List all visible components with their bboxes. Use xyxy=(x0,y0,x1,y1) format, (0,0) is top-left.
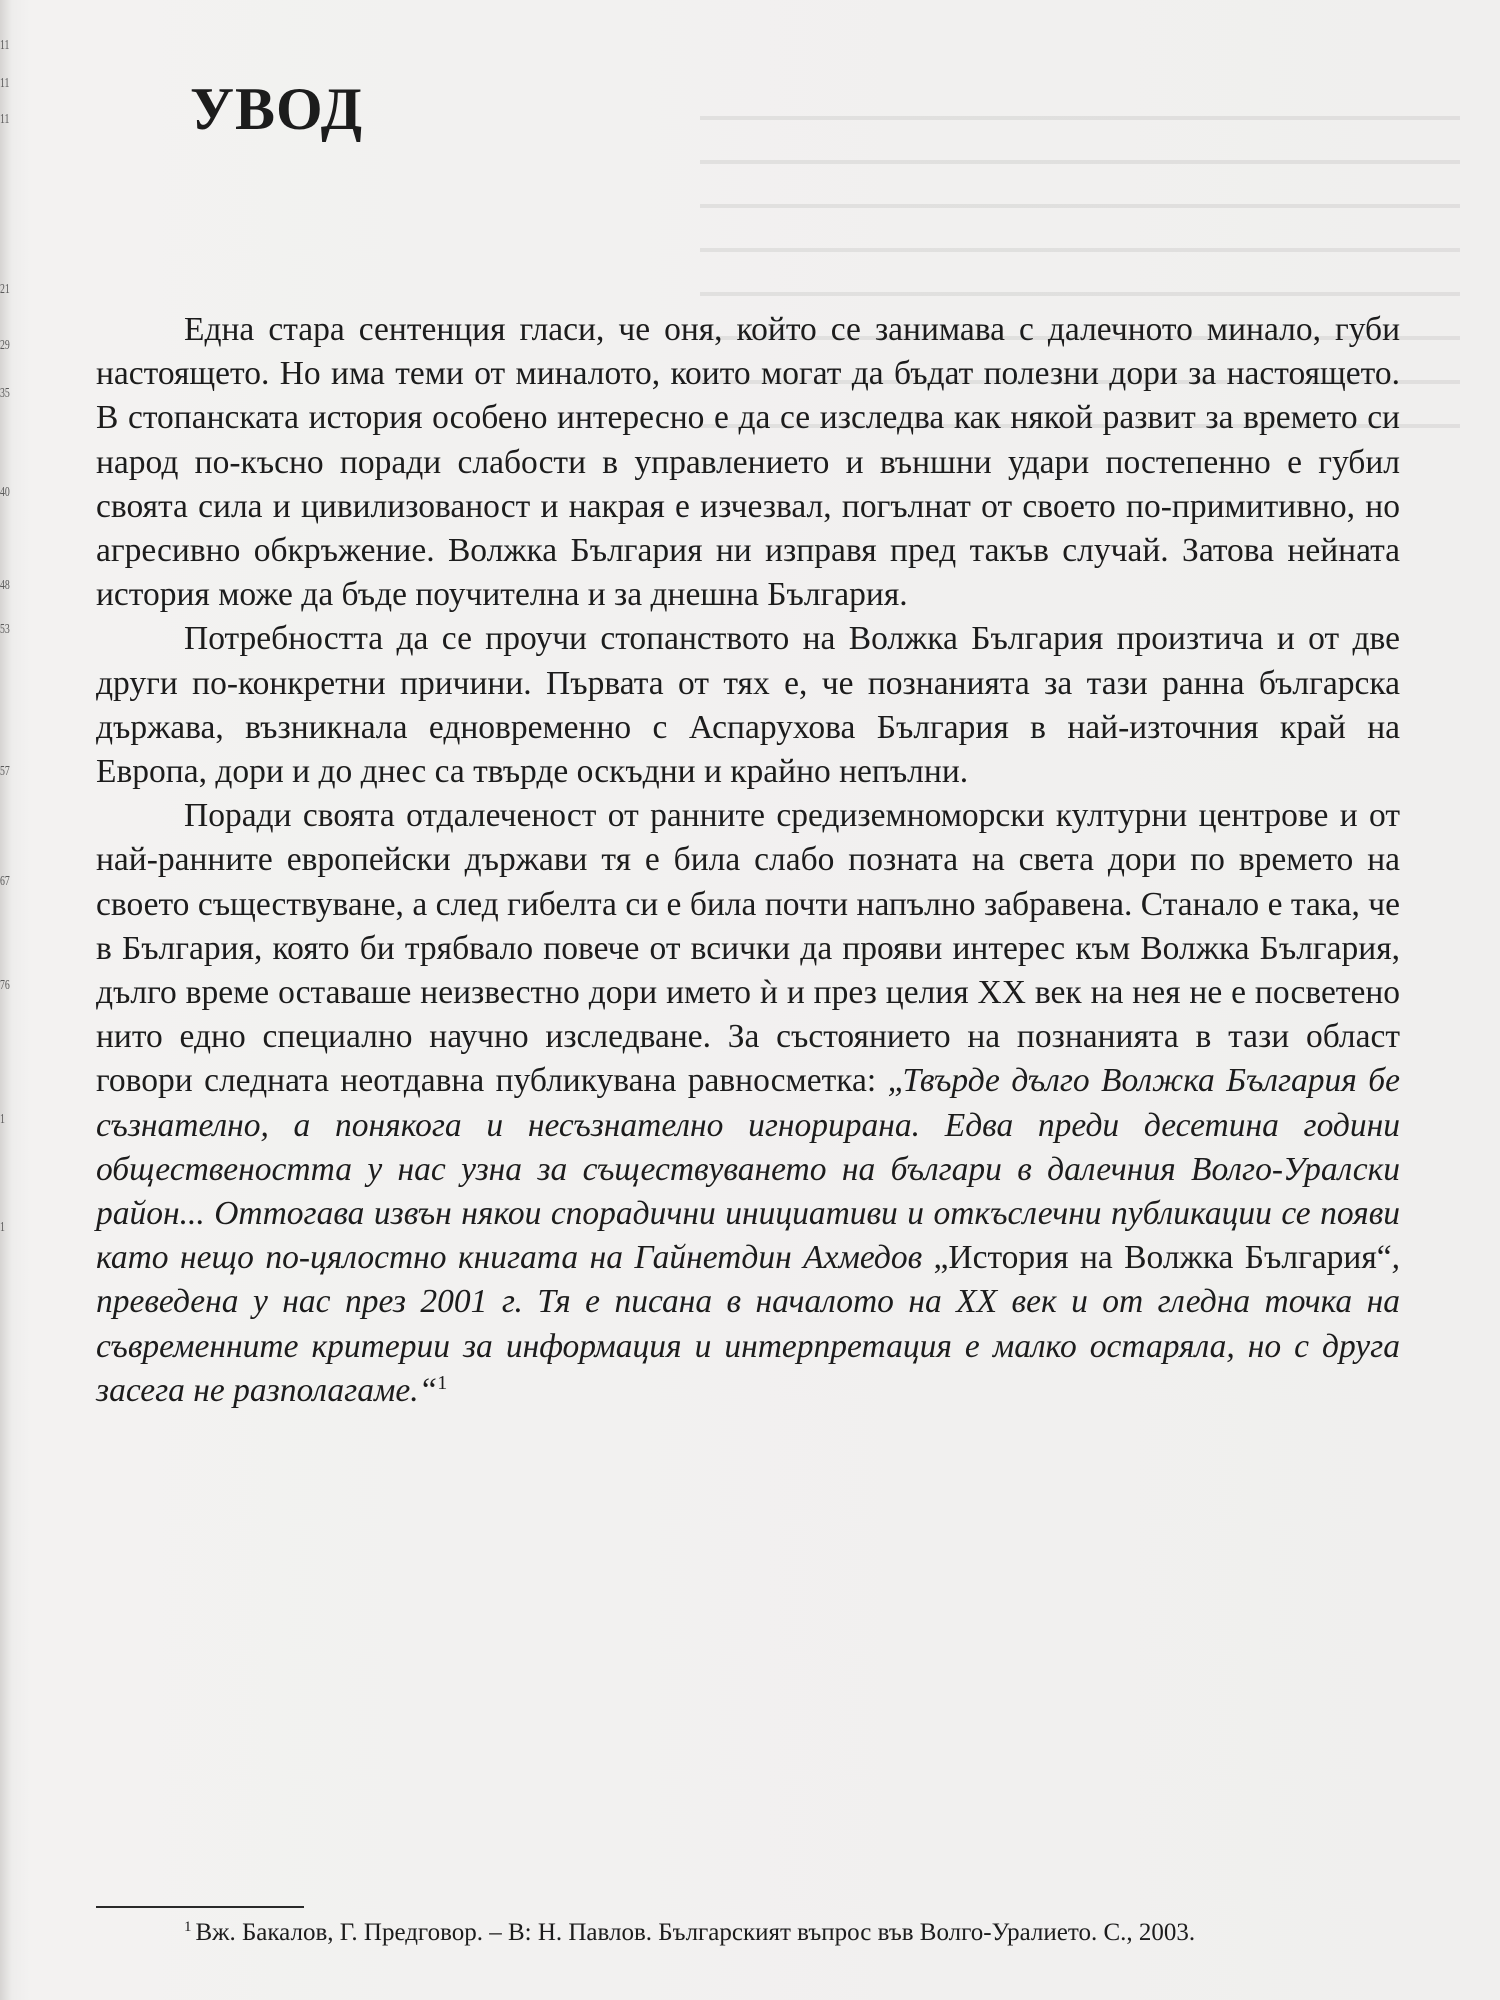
margin-number: 11 xyxy=(0,112,10,127)
quote-text-continued: , преведена у нас през 2001 г. Тя е писана в началото на XX век и от гледна точка на съвременните критерии за информация и интерпретация е малко остаряла, но с друга засега не разполагаме.“ xyxy=(96,1239,1400,1409)
margin-number: 29 xyxy=(0,338,10,353)
margin-number: 1 xyxy=(0,1112,5,1127)
paragraph: Потребността да се проучи стопанството на Волжка България произтича и от две други по-конкретни причини. Първата от тях е, че познанията за тази ранна българска държава, възникнала едновременно с Аспарухова България в най-източния край на Европа, дори и до днес са твърде оскъдни и крайно непълни. xyxy=(96,620,1400,791)
body-text xyxy=(96,308,1400,1413)
footnote-number: 1 xyxy=(184,1918,192,1935)
margin-number: 40 xyxy=(0,485,10,500)
page-content xyxy=(96,76,1400,1413)
chapter-title: УВОД xyxy=(190,76,364,142)
margin-number: 11 xyxy=(0,76,10,91)
footnote-divider xyxy=(96,1906,304,1908)
quoted-book-title: „История на Волжка България“ xyxy=(933,1239,1392,1277)
margin-number: 53 xyxy=(0,622,10,637)
margin-number: 67 xyxy=(0,874,10,889)
margin-number: 21 xyxy=(0,282,10,297)
margin-number: 1 xyxy=(0,1220,5,1235)
margin-number: 57 xyxy=(0,764,10,779)
facing-page-edge xyxy=(0,0,20,2000)
footnote xyxy=(96,1916,1400,1950)
margin-number: 76 xyxy=(0,978,10,993)
paragraph-text: Поради своята отдалеченост от ранните средиземноморски културни центрове и от най-ранните европейски държави тя е била слабо позната на света дори по времето на своето съществуване, а след гибелта си е била почти напълно забравена. Станало е така, че в България, която би трябвало повече от всички да прояви интерес към Волжка България, дълго време оставаше неизвестно дори името ѝ и през целия XX век на нея не е посветено нито едно специално научно изследване. За състоянието на познанията в тази област говори следната неотдавна публикувана равносметка: xyxy=(96,797,1400,1100)
margin-number: 11 xyxy=(0,38,10,53)
margin-number: 35 xyxy=(0,386,10,401)
footnote-reference[interactable]: 1 xyxy=(437,1371,448,1394)
margin-number: 48 xyxy=(0,578,10,593)
paragraph: Една стара сентенция гласи, че оня, който се занимава с далечното минало, губи настоящето. Но има теми от миналото, които могат да бъдат полезни дори за настоящето. В стопанската история особено интересно е да се изследва как някой развит за времето си народ по-късно поради слабости в управлението и външни удари постепенно е губил своята сила и цивилизованост и накрая е изчезвал, погълнат от своето по-примитивно, но агресивно обкръжение. Волжка България ни изправя пред такъв случай. Затова нейната история може да бъде поучителна и за днешна България. xyxy=(96,311,1400,614)
paragraph xyxy=(96,794,1400,1413)
quote-text: „Твърде дълго Волжка България бе съзнателно, а понякога и несъзнателно игнорирана. Едва преди десетина години обществеността у нас узна за съществуването на българи в далечния Волго-Уралски район... Оттогава извън някои спорадични инициативи и откъслечни публикации се появи като нещо по-цялостно книгата на Гайнетдин Ахмедов xyxy=(96,1062,1400,1277)
footnote-text: Вж. Бакалов, Г. Предговор. – В: Н. Павлов. Българският въпрос във Волго-Уралието. С., 2003. xyxy=(195,1919,1196,1946)
